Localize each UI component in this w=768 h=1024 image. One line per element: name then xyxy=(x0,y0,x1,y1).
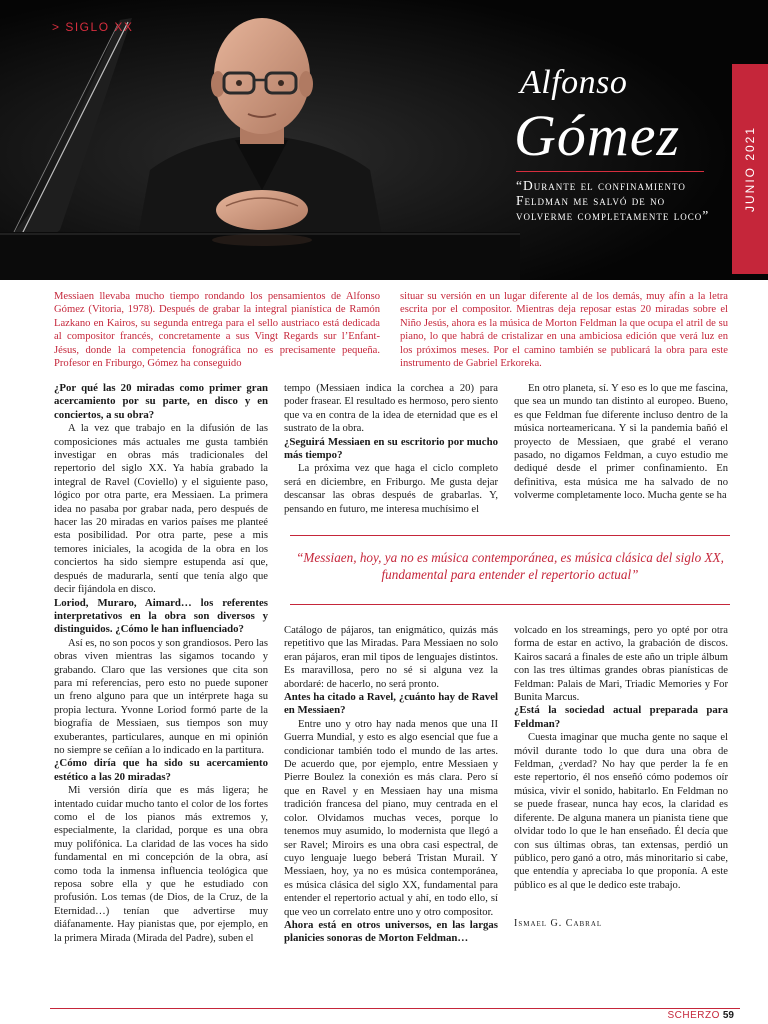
page-number: 59 xyxy=(722,1010,734,1021)
column-2-upper xyxy=(284,382,498,516)
column-3-upper xyxy=(514,382,728,503)
interviewee-last-name: Gómez xyxy=(514,103,681,168)
intro-col-1 xyxy=(54,290,380,370)
answer-2: Así es, no son pocos y son grandiosos. Pero las obras viven mientras las sigamos tocando y grabando. Claro que las versiones que cita son para mí referencias, pero esto no puede suponer un freno alguno para que un intérprete haga su propia lectura. Yvonne Loriod formó parte de la biografía de Messiaen, sus tiempos son muy exuberantes, particulares, aunque en mi opinión no siempre se ceñían a lo indicado en la partitura. xyxy=(54,637,268,756)
answer-4: La próxima vez que haga el ciclo completo será en diciembre, en Friburgo. Me gusta dejar descansar las obras después de grabarlas. Y, pensando en futuro, me interesa muchísimo el xyxy=(284,463,498,515)
footer-rule xyxy=(50,1008,740,1009)
question-4: ¿Seguirá Messiaen en su escritorio por mucho más tiempo? xyxy=(284,435,498,462)
section-label: > SIGLO XX xyxy=(52,20,134,34)
intro-paragraph-1: Messiaen llevaba mucho tiempo rondando los pensamientos de Alfonso Gómez (Vitoria, 1978). Después de grabar la integral pianística de Ramón Lazkano en Kairos, su segunda entrega para el sello austriaco está dedicada al compositor francés, concretamente a sus Vingt Regards sur l’Enfant-Jésus, donde la competencia fonográfica no es precisamente pequeña. Profesor en Friburgo, Gómez ha conseguido xyxy=(54,291,380,370)
author-signature: Ismael G. Cabral xyxy=(514,918,603,929)
hero-banner xyxy=(0,0,768,280)
hero-divider xyxy=(516,171,704,172)
answer-6-continued: volcado en los streamings, pero yo opté por otra forma de estar en activo, la grabación de discos. Kairos sacará a finales de este año un triple álbum con las tres últimas grandes obras pianísticas de Feldman: Palais de Mari, Triadic Memories y For Bunita Marcus. xyxy=(514,625,728,704)
publication-name: SCHERZO xyxy=(667,1010,720,1021)
question-3: ¿Cómo diría que ha sido su acercamiento estético a las 20 miradas? xyxy=(54,757,268,783)
question-7: ¿Está la sociedad actual preparada para Feldman? xyxy=(514,704,728,730)
intro-col-2 xyxy=(400,290,728,370)
answer-1: A la vez que trabajo en la difusión de las composiciones más actuales me gusta también investigar en obras más tradicionales del repertorio del siglo XX. Ya había grabado la integral de Ravel (Coviello) y el siguiente paso, lógico por otra parte, era Messiaen. La primera idea no pasaba por grabar nada, pero después de hacer las 20 miradas en varios países me planteé esta posibilidad. Por otra parte, pese a mis temores iniciales, la acogida de la obra en los conciertos ha sido siempre estupenda así que, después de madurarla, sentí que tenía algo que decir fijándola en disco. xyxy=(54,423,268,596)
pull-quote-bottom-rule xyxy=(290,604,730,605)
intro-paragraph-2: situar su versión en un lugar diferente al de los demás, muy afín a la letra escrita por el compositor. Mientras deja reposar estas 20 miradas sobre el Niño Jesús, ahora es la música de Morton Feldman la que ocupa el atril de su piano, lo que habrá de cristalizar en una ambiciosa edición que verá luz en los próximos meses. Por el camino también se publicará la obra para este instrumento de Gabriel Erkoreka. xyxy=(400,291,728,370)
column-2-lower xyxy=(284,624,498,946)
pull-quote-top-rule xyxy=(290,535,730,536)
column-1 xyxy=(54,382,268,945)
date-tab xyxy=(732,64,768,274)
answer-6: En otro planeta, sí. Y eso es lo que me fascina, que sea un mundo tan distinto al europeo. Bueno, es que Feldman fue diferente incluso dentro de la música norteamericana. Y si la pandemia bañó el proyecto de Messiaen, que grabé el verano pasado, no digamos Feldman, a cuyo estudio me dediqué desde el primer confinamiento. En definitiva, esta música me ha salvado de no volverme completamente loco. Mucha gente se ha xyxy=(514,383,728,502)
interviewee-first-name: Alfonso xyxy=(520,64,628,101)
question-1: ¿Por qué las 20 miradas como primer gran acercamiento por su parte, en disco y en conciertos, a su obra? xyxy=(54,382,268,421)
issue-date: JUNIO 2021 xyxy=(743,125,757,213)
question-6: Ahora está en otros universos, en las largas planicies sonoras de Morton Feldman… xyxy=(284,918,498,945)
footer xyxy=(667,1010,734,1021)
headline-quote: “Durante el confinamiento Feldman me salvó de no volverme completamente loco” xyxy=(516,178,710,223)
answer-7: Cuesta imaginar que mucha gente no saque el móvil durante todo lo que dura una obra de Feldman, ¿verdad? No hay que perder la fe en este repertorio, él nos enseñó cómo podemos oír música, vivir el sonido, habitarlo. En Feldman no se puede frasear, nunca hay ecos, la claridad es diferente. De alguna manera un pianista tiene que olvidar todo lo que le han enseñado. Él decía que con sus últimas obras, tan extensas, perdió un público, pero ganó a otro, más minoritario si cabe, que entendía y apreciaba lo que proponía. A este público es al que le dedico este trabajo. xyxy=(514,732,728,891)
question-5: Antes ha citado a Ravel, ¿cuánto hay de Ravel en Messiaen? xyxy=(284,691,498,717)
answer-3-continued: tempo (Messiaen indica la corchea a 20) para poder frasear. El resultado es hermoso, pero siento que va en contra de la idea de eternidad que es el sustrato de la obra. xyxy=(284,383,498,435)
question-2: Loriod, Muraro, Aimard… los referentes interpretativos en la obra son diversos y distinguidos. ¿Cómo le han influenciado? xyxy=(54,596,268,636)
answer-5: Entre uno y otro hay nada menos que una II Guerra Mundial, y esto es algo esencial que fue a condicionar también todo el mundo de las artes. De acuerdo que, por ejemplo, entre Messiaen y Pierre Boulez la conexión es más clara. Pero sí que en Ravel y en Messiaen hay una misma tradición francesa del piano, muy centrada en el color. Olvidamos muchas veces, porque lo tenemos muy asumido, lo modernista que llegó a ser Ravel; Miroirs es una obra casi espectral, de cuyo lenguaje luego beberá Tristan Murail. Y Messiaen, hoy, ya no es música contemporánea, es música clásica del siglo XX, fundamental para entender el repertorio actual y ahí, en todo ello, sí que veo un correlato entre uno y otro compositor. xyxy=(284,718,498,918)
column-3-lower xyxy=(514,624,728,892)
pull-quote: “Messiaen, hoy, ya no es música contemporánea, es música clásica del siglo XX, fundamental para entender el repertorio actual” xyxy=(296,550,724,582)
answer-4-continued: Catálogo de pájaros, tan enigmático, quizás más repetitivo que las Miradas. Para Messiaen no solo eran pájaros, eran mil tipos de lenguajes distintos. Es maravillosa, pero no sé si alguna vez la abordaré: de hacerlo, no será pronto. xyxy=(284,625,498,690)
answer-3: Mi versión diría que es más ligera; he intentado cuidar mucho tanto el color de los fortes como el de los pianos más extremos y, especialmente, la claridad, porque es una obra muy polifónica. La claridad de las voces ha sido fundamental en mi concepción de la obra, así como toda la inmensa influencia teológica que reposa sobre ella y que he estudiado con profusión. Los temas (de Dios, de la Cruz, de la Eternidad…) tenían que advertirse muy diáfanamente. Hay pianistas que, por ejemplo, en la primera Mirada (Mirada del Padre), suben el xyxy=(54,785,268,944)
